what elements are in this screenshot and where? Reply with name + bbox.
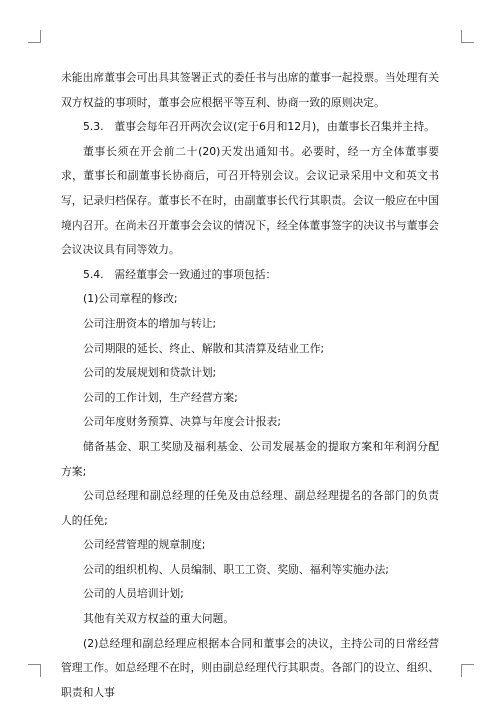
paragraph-clause-5-4: 5.4. 需经董事会一致通过的事项包括： (83, 267, 277, 281)
list-item-plan: 公司的发展规划和贷款计划; (83, 366, 217, 380)
list-item-appointments: 公司总经理和副总经理的任免及由总经理、副总经理提名的各部门的负责人的任免; (61, 489, 439, 527)
crop-mark-bottom-left (28, 664, 41, 677)
list-item-funds: 储备基金、职工奖励及福利基金、公司发展基金的提取方案和年利润分配方案; (61, 439, 439, 478)
paragraph-meeting-notice: 董事长须在开会前二十(20)天发出通知书。必要时，经一方全体董事要求，董事长和副董事长协商后，可召开特别会议。会议记录采用中文和英文书写，记录归档保存。董事长不在时，由副董事长代行其职责。会议一般应在中国境内召开。在尚未召开董事会会议的情况下，经全体董事签字的决议书与董事会会议决议具有同等效力。 (61, 144, 439, 257)
list-item-term: 公司期限的延长、终止、解散和其清算及结业工作; (83, 341, 325, 355)
list-item-work-plan: 公司的工作计划，生产经营方案; (83, 390, 238, 404)
list-item-articles: (1)公司章程的修改; (83, 292, 178, 306)
list-item-budget: 公司年度财务预算、决算与年度会计报表; (83, 415, 281, 429)
list-item-other: 其他有关双方权益的重大问题。 (83, 612, 235, 626)
list-item-training: 公司的人员培训计划; (83, 587, 184, 601)
crop-mark-top-right (461, 30, 474, 43)
paragraph-proxy-voting: 未能出席董事会可出具其签署正式的委任书与出席的董事一起投票。当处理有关双方权益的事项时，董事会应根据平等互利、协商一致的原则决定。 (61, 71, 439, 109)
list-item-rules: 公司经营管理的规章制度; (83, 538, 206, 552)
crop-mark-bottom-right (461, 664, 474, 677)
list-item-organization: 公司的组织机构、人员编制、职工工资、奖励、福利等实施办法; (83, 562, 389, 576)
crop-mark-top-left (28, 30, 41, 43)
paragraph-general-manager: (2)总经理和副总经理应根据本合同和董事会的决议，主持公司的日常经营管理工作。如总经理不在时，则由副总经理代行其职责。各部门的设立、组织、职责和人事 (61, 636, 439, 699)
document-body (61, 66, 439, 705)
list-item-capital: 公司注册资本的增加与转让; (83, 316, 217, 330)
paragraph-clause-5-3: 5.3. 董事会每年召开两次会议(定于6月和12月)，由董事长召集并主持。 (83, 120, 435, 134)
